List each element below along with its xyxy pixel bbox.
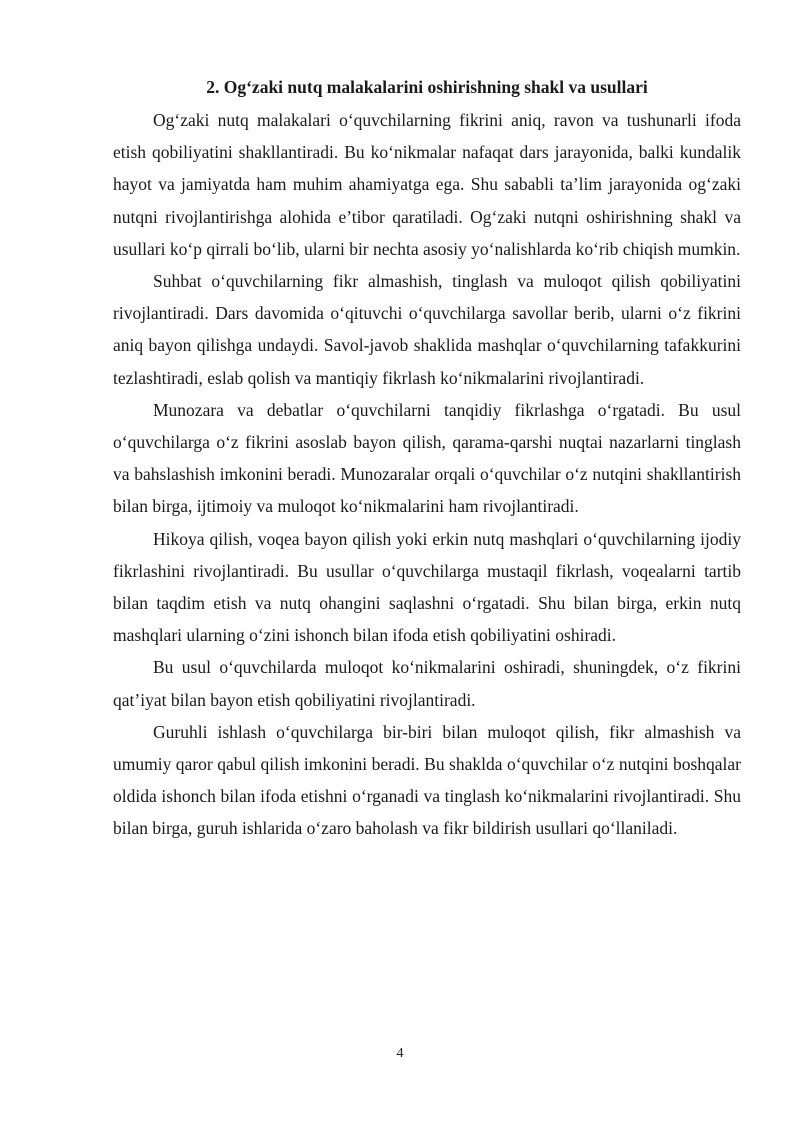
paragraph-hikoya: Hikoya qilish, voqea bayon qilish yoki erkin nutq mashqlari o‘quvchilarning ijodiy fikrlashini rivojlantiradi. Bu usullar o‘quvchilarga mustaqil fikrlash, voqealarni tartib bilan taqdim etish va nutq ohangini saqlashni o‘rgatadi. Shu bilan birga, erkin nutq mashqlari ularning o‘zini ishonch bilan ifoda etish qobiliyatini oshiradi. bbox=[113, 528, 741, 646]
section-heading: 2. Og‘zaki nutq malakalarini oshirishning shakl va usullari bbox=[206, 77, 648, 97]
paragraph-munozara: Munozara va debatlar o‘quvchilarni tanqidiy fikrlashga o‘rgatadi. Bu usul o‘quvchilarga o‘z fikrini asoslab bayon qilish, qarama-qarshi nuqtai nazarlarni tinglash va bahslashish imkonini beradi. Munozaralar orqali o‘quvchilar o‘z nutqini shakllantirish bilan birga, ijtimoiy va muloqot ko‘nikmalarini ham rivojlantiradi. bbox=[113, 399, 741, 517]
page-number: 4 bbox=[396, 1046, 404, 1061]
document-body bbox=[113, 71, 741, 845]
paragraph-intro: Og‘zaki nutq malakalari o‘quvchilarning fikrini aniq, ravon va tushunarli ifoda etish qobiliyatini shakllantiradi. Bu ko‘nikmalar nafaqat dars jarayonida, balki kundalik hayot va jamiyatda ham muhim ahamiyatga ega. Shu sababli ta’lim jarayonida og‘zaki nutqni rivojlantirishga alohida e’tibor qaratiladi. Og‘zaki nutqni oshirishning shakl va usullari ko‘p qirrali bo‘lib, ularni bir nechta asosiy yo‘nalishlarda ko‘rib chiqish mumkin. bbox=[113, 110, 741, 259]
paragraph-bu-usul: Bu usul o‘quvchilarda muloqot ko‘nikmalarini oshiradi, shuningdek, o‘z fikrini qat’iyat bilan bayon etish qobiliyatini rivojlantiradi. bbox=[113, 657, 741, 710]
paragraph-guruhli: Guruhli ishlash o‘quvchilarga bir-biri bilan muloqot qilish, fikr almashish va umumiy qaror qabul qilish imkonini beradi. Bu shaklda o‘quvchilar o‘z nutqini boshqalar oldida ishonch bilan ifoda etishni o‘rganadi va tinglash ko‘nikmalarini rivojlantiradi. Shu bilan birga, guruh ishlarida o‘zaro baholash va fikr bildirish usullari qo‘llaniladi. bbox=[113, 721, 741, 839]
paragraph-suhbat: Suhbat o‘quvchilarning fikr almashish, tinglash va muloqot qilish qobiliyatini rivojlantiradi. Dars davomida o‘qituvchi o‘quvchilarga savollar berib, ularni o‘z fikrini aniq bayon qilishga undaydi. Savol-javob shaklida mashqlar o‘quvchilarning tafakkurini tezlashtiradi, eslab qolish va mantiqiy fikrlash ko‘nikmalarini rivojlantiradi. bbox=[113, 271, 741, 388]
